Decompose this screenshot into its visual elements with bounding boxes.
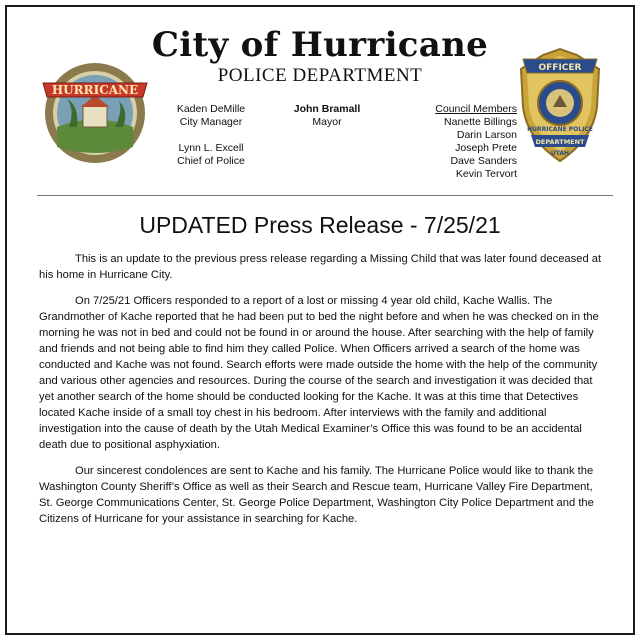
badge-state-text: UTAH bbox=[550, 150, 570, 157]
council-member: Nanette Billings bbox=[444, 116, 517, 128]
police-badge-logo bbox=[513, 47, 607, 165]
official-role: City Manager bbox=[179, 116, 243, 128]
council-member: Darin Larson bbox=[456, 129, 517, 141]
official-name: John Bramall bbox=[293, 103, 361, 115]
header-divider bbox=[37, 195, 613, 196]
document-page bbox=[5, 5, 635, 635]
official-name: Kaden DeMille bbox=[176, 103, 246, 115]
official-mayor bbox=[287, 103, 367, 129]
city-title: City of Hurricane bbox=[151, 25, 489, 65]
press-release-body bbox=[39, 251, 607, 537]
badge-top-text: OFFICER bbox=[538, 63, 582, 73]
badge-bottom-text: DEPARTMENT bbox=[535, 138, 585, 146]
body-paragraph: Our sincerest condolences are sent to Kache and his family. The Hurricane Police would like to thank the Washington County Sheriff’s Office as well as their Search and Rescue team, Hurricane Valley Fire Department, St. George Communications Center, St. George Police Department, Washington City Police Department and the Citizens of Hurricane for your assistance in searching for Kache. bbox=[39, 465, 594, 525]
badge-middle-text: HURRICANE POLICE bbox=[527, 126, 593, 133]
press-release-headline: UPDATED Press Release - 7/25/21 bbox=[139, 212, 501, 238]
official-city-manager bbox=[175, 103, 247, 129]
official-role: Chief of Police bbox=[177, 155, 245, 167]
official-name: Lynn L. Excell bbox=[178, 142, 244, 154]
official-role: Mayor bbox=[312, 116, 342, 128]
council-members-list bbox=[419, 103, 517, 181]
department-subtitle: POLICE DEPARTMENT bbox=[217, 65, 423, 86]
council-member: Kevin Tervort bbox=[455, 168, 517, 180]
body-paragraph: This is an update to the previous press release regarding a Missing Child that was later found deceased at his home in Hurricane City. bbox=[39, 253, 602, 281]
council-member: Dave Sanders bbox=[450, 155, 517, 167]
seal-banner-text: HURRICANE bbox=[51, 83, 139, 97]
council-member: Joseph Prete bbox=[455, 142, 517, 154]
council-heading: Council Members bbox=[435, 103, 517, 115]
body-paragraph: On 7/25/21 Officers responded to a report of a lost or missing 4 year old child, Kache Wallis. The Grandmother of Kache reported that he had been put to bed the night before and when he was checked on in the morning he was not in bed and could not be found in or around the house. After searching with the help of family and friends and not being able to find him they called Police. When Officers arrived a search of the home was conducted and Kache was not found. Search efforts were made outside the home with the help of the community and various other agencies and resources. During the course of the search and investigation it was decided that yet another search of the home should be conducted looking for the Kache. It was at this time that Detectives located Kache inside of a small toy chest in his bedroom. After interviews with the family and additional investigation into the cause of death by the Utah Medical Examiner’s Office this was found to be an accidental death due to positional asphyxiation. bbox=[39, 295, 599, 451]
official-chief-of-police bbox=[175, 142, 247, 168]
